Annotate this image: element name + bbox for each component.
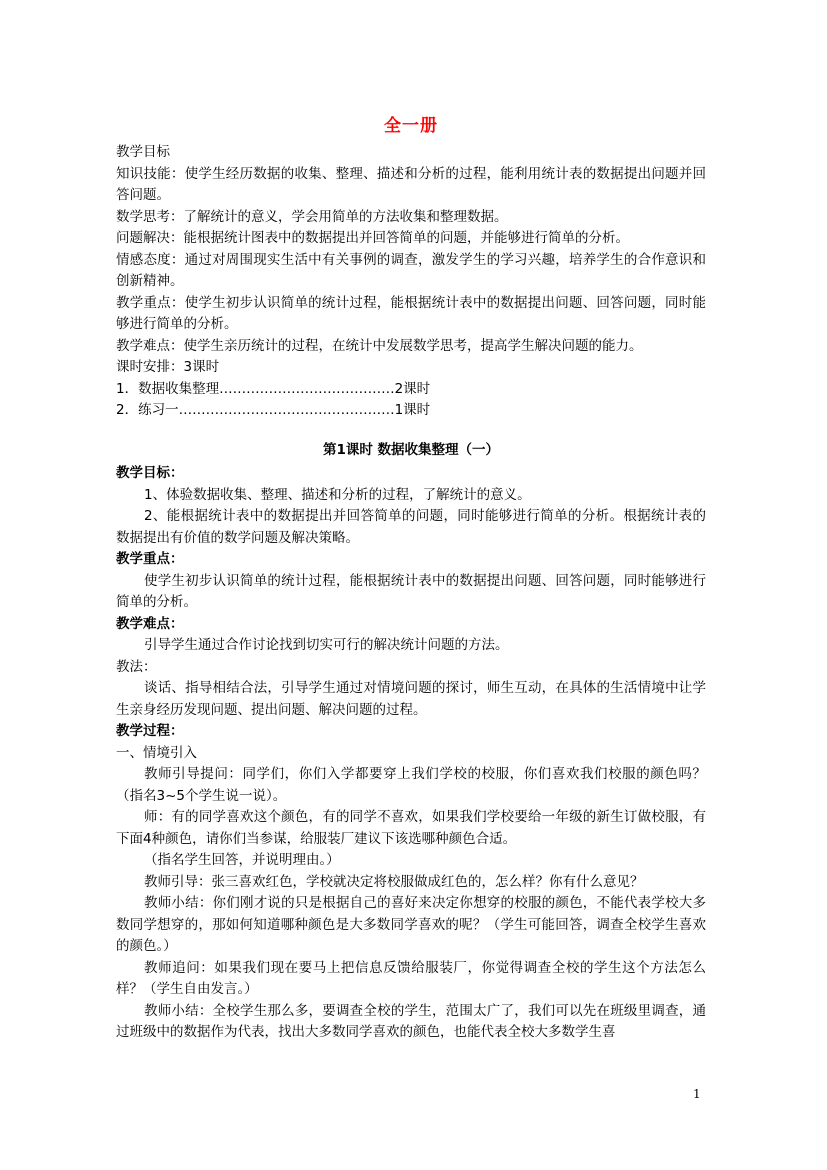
process-paragraph: 教师小结：全校学生那么多，要调查全校的学生，范围太广了，我们可以先在班级里调查，通过班级中的数据作为代表，找出大多数同学喜欢的颜色，也能代表全校大多数学生喜 [116,1002,706,1040]
process-paragraph: 教师引导：张三喜欢红色，学校就决定将校服做成红色的，怎么样？你有什么意见？ [144,873,644,890]
objective-difficult-point: 教学难点：使学生亲历统计的过程，在统计中发展数学思考，提高学生解决问题的能力。 [116,337,643,354]
schedule-item: 2．练习一…………………………………………1课时 [116,402,431,418]
page-content [116,114,706,1044]
process-heading: 教学过程： [116,723,184,739]
method-text: 谈话、指导相结合法，引导学生通过对情境问题的探讨，师生互动，在具体的生活情境中让学生亲身经历发现问题、提出问题、解决问题的过程。 [116,680,706,718]
objectives-heading: 教学目标 [116,144,170,160]
process-paragraph: 教师追问：如果我们现在要马上把信息反馈给服装厂，你觉得调查全校的学生这个方法怎么样？（学生自由发言。） [116,959,706,997]
method-heading: 教法： [116,658,157,675]
objective-skills: 知识技能：使学生经历数据的收集、整理、描述和分析的过程，能利用统计表的数据提出问题并回答问题。 [116,165,706,203]
goals-heading: 教学目标： [116,465,184,481]
objective-thinking: 数学思考：了解统计的意义，学会用简单的方法收集和整理数据。 [116,208,508,225]
process-paragraph: 师：有的同学喜欢这个颜色，有的同学不喜欢，如果我们学校要给一年级的新生订做校服，有下面4种颜色，请你们当参谋，给服装厂建议下该选哪种颜色合适。 [116,809,706,847]
schedule-label: 课时安排：3课时 [116,359,220,375]
objective-attitude: 情感态度：通过对周围现实生活中有关事例的调查，激发学生的学习兴趣，培养学生的合作意识和创新精神。 [116,251,706,289]
key-text: 使学生初步认识简单的统计过程，能根据统计表中的数据提出问题、回答问题，同时能够进行简单的分析。 [116,572,706,610]
lesson-title: 第1课时 数据收集整理（一） [322,441,500,458]
key-heading: 教学重点： [116,551,184,567]
section-heading: 一、情境引入 [116,744,197,761]
page-number: 1 [693,1087,701,1101]
process-paragraph: 教师小结：你们刚才说的只是根据自己的喜好来决定你想穿的校服的颜色，不能代表学校大多数同学想穿的，那如何知道哪种颜色是大多数同学喜欢的呢？（学生可能回答，调查全校学生喜欢的颜色。） [116,895,706,954]
process-paragraph: 教师引导提问：同学们，你们入学都要穿上我们学校的校服，你们喜欢我们校服的颜色吗？（指名3~5个学生说一说）。 [116,766,706,804]
objective-key-point: 教学重点：使学生初步认识简单的统计过程，能根据统计表中的数据提出问题、回答问题，同时能够进行简单的分析。 [116,294,706,332]
process-paragraph: （指名学生回答，并说明理由。） [144,852,340,868]
doc-title: 全一册 [384,116,438,136]
objective-problem-solving: 问题解决：能根据统计图表中的数据提出并回答简单的问题，并能够进行简单的分析。 [116,230,629,246]
goal-item: 1、体验数据收集、整理、描述和分析的过程，了解统计的意义。 [144,486,531,503]
goal-item: 2、能根据统计表中的数据提出并回答简单的问题，同时能够进行简单的分析。根据统计表的数据提出有价值的数学问题及解决策略。 [116,508,706,546]
schedule-item: 1．数据收集整理…………………………………2课时 [116,380,431,397]
difficult-text: 引导学生通过合作讨论找到切实可行的解决统计问题的方法。 [144,637,509,653]
difficult-heading: 教学难点： [116,615,184,632]
